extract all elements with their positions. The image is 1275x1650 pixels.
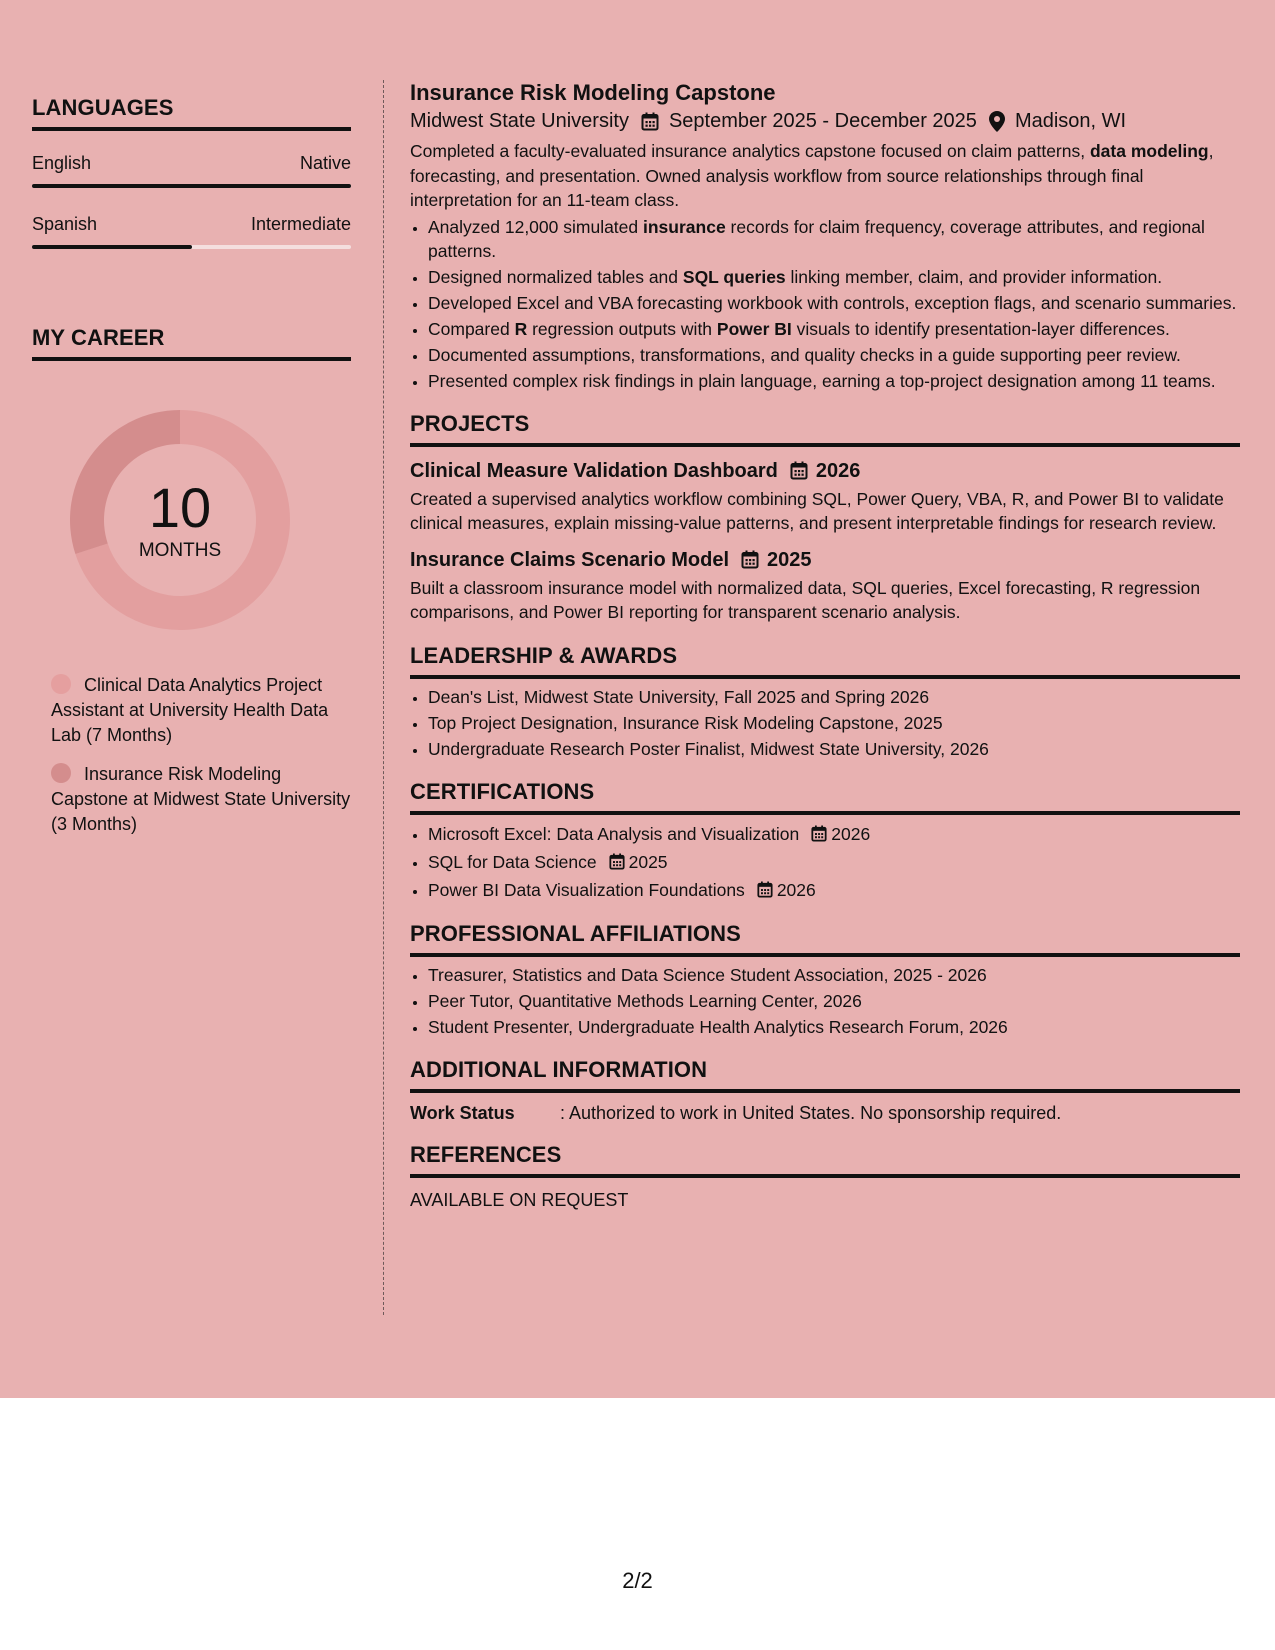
affiliations-list bbox=[410, 963, 1240, 1039]
certification-item bbox=[428, 849, 1240, 875]
bullet-bold: R bbox=[514, 318, 528, 339]
leadership-heading: LEADERSHIP & AWARDS bbox=[410, 643, 1240, 679]
bullet-text: visuals to identify presentation-layer differences. bbox=[791, 318, 1170, 339]
certification-year: 2026 bbox=[776, 879, 816, 900]
work-status-label: Work Status bbox=[410, 1102, 515, 1123]
bullet-text: Analyzed 12,000 simulated bbox=[428, 216, 643, 237]
career-legend-text: Clinical Data Analytics Project Assistant at University Health Data Lab (7 Months) bbox=[51, 675, 329, 745]
bullet-bold: Power BI bbox=[716, 318, 792, 339]
certification-name: Microsoft Excel: Data Analysis and Visualization bbox=[428, 823, 800, 844]
bullet-text: linking member, claim, and provider information. bbox=[785, 266, 1163, 287]
bullet-text: Compared bbox=[428, 318, 515, 339]
legend-dot bbox=[51, 674, 71, 694]
work-status-value: : Authorized to work in United States. No sponsorship required. bbox=[560, 1102, 1062, 1123]
projects-heading: PROJECTS bbox=[410, 411, 1240, 447]
project-item bbox=[410, 546, 1240, 625]
affiliation-item: • Student Presenter, Undergraduate Health Analytics Research Forum, 2026 bbox=[428, 1015, 1240, 1039]
left-column bbox=[32, 80, 351, 851]
leadership-item: • Top Project Designation, Insurance Risk Modeling Capstone, 2025 bbox=[428, 711, 1240, 735]
experience-bullet bbox=[428, 215, 1240, 263]
additional-info-heading: ADDITIONAL INFORMATION bbox=[410, 1057, 1240, 1093]
references-text: AVAILABLE ON REQUEST bbox=[410, 1189, 629, 1210]
project-description: Created a supervised analytics workflow combining SQL, Power Query, VBA, R, and Power BI to validate clinical measures, explain missing-value patterns, and present interpretable findings for research review. bbox=[410, 488, 1224, 533]
language-name: Spanish bbox=[32, 214, 98, 234]
page-number: 2/2 bbox=[622, 1568, 653, 1593]
bullet-text: Designed normalized tables and bbox=[428, 266, 683, 287]
career-heading: MY CAREER bbox=[32, 325, 351, 361]
affiliations-heading: PROFESSIONAL AFFILIATIONS bbox=[410, 921, 1240, 957]
project-year: 2025 bbox=[767, 548, 812, 571]
calendar-icon bbox=[641, 112, 659, 131]
bullet-text: regression outputs with bbox=[527, 318, 717, 339]
experience-meta bbox=[410, 110, 1240, 133]
experience-bullets bbox=[410, 215, 1240, 393]
summary-bold: data modeling bbox=[1089, 141, 1209, 161]
certification-name: Power BI Data Visualization Foundations bbox=[428, 879, 745, 900]
project-title: Clinical Measure Validation Dashboard bbox=[410, 459, 778, 482]
affiliation-item: • Peer Tutor, Quantitative Methods Learning Center, 2026 bbox=[428, 989, 1240, 1013]
certification-year: 2025 bbox=[628, 851, 668, 872]
language-proficiency-bar bbox=[32, 245, 351, 249]
career-legend bbox=[51, 673, 351, 837]
summary-text: , forecasting, and presentation. Owned analysis workflow from source relationships through final interpretation for an 11-team class. bbox=[410, 141, 1214, 210]
certifications-heading: CERTIFICATIONS bbox=[410, 779, 1240, 815]
career-total-number: 10 bbox=[148, 476, 212, 539]
experience-bullet: • Documented assumptions, transformations, and quality checks in a guide supporting peer review. bbox=[428, 343, 1240, 367]
experience-location: Madison, WI bbox=[1014, 110, 1127, 132]
experience-bullet bbox=[428, 265, 1240, 289]
calendar-icon bbox=[790, 461, 808, 480]
column-divider bbox=[383, 80, 384, 1315]
project-year: 2026 bbox=[815, 459, 861, 482]
experience-bullet bbox=[428, 317, 1240, 341]
bullet-bold: SQL queries bbox=[682, 266, 786, 287]
career-total-unit: MONTHS bbox=[138, 540, 222, 561]
language-proficiency-fill bbox=[32, 184, 351, 188]
work-status-row bbox=[410, 1103, 1240, 1124]
legend-dot bbox=[51, 763, 71, 783]
calendar-icon bbox=[609, 853, 625, 870]
leadership-item: • Dean's List, Midwest State University, Fall 2025 and Spring 2026 bbox=[428, 685, 1240, 709]
bullet-text: records for claim frequency, coverage attributes, and regional patterns. bbox=[428, 216, 1205, 261]
project-description: Built a classroom insurance model with normalized data, SQL queries, Excel forecasting, R regression comparisons, and Power BI reporting for transparent scenario analysis. bbox=[410, 577, 1201, 622]
experience-summary bbox=[410, 139, 1240, 213]
calendar-icon bbox=[757, 881, 773, 898]
language-level: Native bbox=[299, 153, 351, 173]
language-name: English bbox=[32, 153, 92, 173]
experience-dates: September 2025 - December 2025 bbox=[668, 110, 977, 132]
leadership-item: • Undergraduate Research Poster Finalist, Midwest State University, 2026 bbox=[428, 737, 1240, 761]
project-item bbox=[410, 457, 1240, 536]
experience-bullet: • Presented complex risk findings in plain language, earning a top-project designation among 11 teams. bbox=[428, 369, 1240, 393]
calendar-icon bbox=[811, 825, 827, 842]
certification-item bbox=[428, 877, 1240, 903]
certification-year: 2026 bbox=[831, 823, 871, 844]
language-proficiency-fill bbox=[32, 245, 192, 249]
career-legend-text: Insurance Risk Modeling Capstone at Midwest State University (3 Months) bbox=[51, 764, 351, 834]
calendar-icon bbox=[741, 550, 759, 569]
career-donut-chart bbox=[65, 405, 295, 635]
summary-text: Completed a faculty-evaluated insurance analytics capstone focused on claim patterns, bbox=[410, 141, 1090, 161]
certifications-list bbox=[410, 821, 1240, 903]
leadership-list bbox=[410, 685, 1240, 761]
career-legend-item bbox=[51, 673, 351, 748]
experience-bullet: • Developed Excel and VBA forecasting workbook with controls, exception flags, and scenario summaries. bbox=[428, 291, 1240, 315]
career-legend-item bbox=[51, 762, 351, 837]
certification-item bbox=[428, 821, 1240, 847]
language-english bbox=[32, 153, 351, 188]
bullet-bold: insurance bbox=[643, 216, 726, 237]
experience-title: Insurance Risk Modeling Capstone bbox=[410, 80, 776, 105]
references-heading: REFERENCES bbox=[410, 1142, 1240, 1178]
certification-name: SQL for Data Science bbox=[428, 851, 597, 872]
location-pin-icon bbox=[989, 111, 1005, 132]
languages-heading: LANGUAGES bbox=[32, 95, 351, 131]
right-column bbox=[410, 78, 1240, 1211]
language-level: Intermediate bbox=[250, 214, 351, 234]
language-spanish bbox=[32, 214, 351, 249]
project-title: Insurance Claims Scenario Model bbox=[410, 548, 729, 571]
language-proficiency-bar bbox=[32, 184, 351, 188]
affiliation-item: • Treasurer, Statistics and Data Science Student Association, 2025 - 2026 bbox=[428, 963, 1240, 987]
experience-org: Midwest State University bbox=[410, 110, 629, 132]
